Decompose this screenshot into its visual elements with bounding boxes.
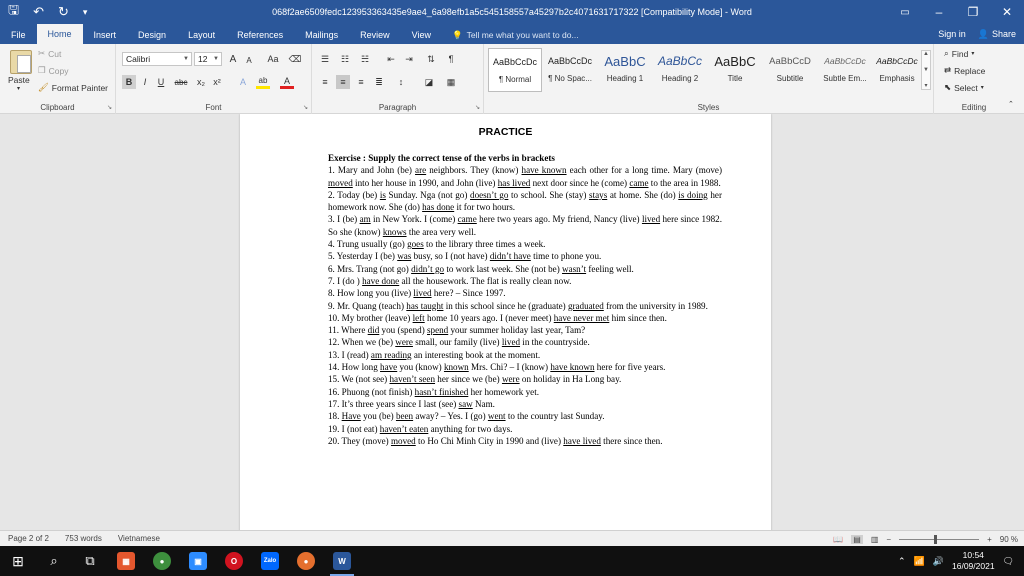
answer-text: knows [382,226,407,237]
question-text: here for five years. [594,362,666,373]
paragraph-group [312,44,484,114]
dialog-launcher-icon[interactable]: ↘ [106,105,112,111]
question-text: there since then. [600,435,663,446]
exercise-heading: Exercise : Supply the correct tense of the verbs in brackets [328,153,555,163]
question-text: her homework now. She (do) [328,189,722,213]
exercise-item [328,164,722,189]
tab-home[interactable]: Home [37,24,83,44]
print-layout-icon[interactable]: ▤ [853,534,861,544]
document-body[interactable] [328,152,722,447]
find-label: Find [951,48,969,59]
answer-text: have never met [553,312,610,323]
answer-text: lived [501,337,521,348]
align-left-icon[interactable]: ≡ [322,77,328,87]
question-text: 16. Phuong (not finish) [328,386,415,397]
bullets-icon[interactable]: ☰ [320,53,330,64]
answer-text: has lived [497,177,531,188]
zoom-in-icon[interactable]: + [987,534,992,544]
question-text: an interesting book at the moment. [411,349,541,360]
ribbon-display-icon[interactable]: ▭ [900,6,910,18]
highlight-icon[interactable]: ab [256,75,270,89]
style-heading-1[interactable] [598,48,652,92]
answer-text: has taught [406,300,444,311]
share-label: Share [991,29,1016,39]
subscript-button[interactable]: x₂ [197,77,205,87]
pilcrow-icon[interactable]: ¶ [448,54,454,64]
tab-mailings[interactable]: Mailings [305,30,339,40]
shrink-font-button[interactable]: A [246,55,252,65]
exercise-item [328,250,722,262]
format-painter-button[interactable] [38,82,108,93]
question-text: 20. They (move) [328,435,391,446]
question-text: 1. Mary and John (be) [328,165,416,176]
text-effects-icon[interactable]: A [239,77,246,87]
font-name-box[interactable] [122,52,192,66]
answer-text: hasn’t finished [414,386,469,397]
question-text: small, our family (live) [412,337,502,348]
document-title: PRACTICE [478,126,533,138]
cursor-icon: ⬉ [944,82,952,92]
question-text: the area very well. [406,226,476,237]
word-count[interactable]: 753 words [64,534,102,543]
question-text: 3. I (be) [328,214,360,225]
question-text: each other for a long time. Mary (move) [566,165,722,176]
clock[interactable] [952,550,995,572]
style-preview: AaBbC [714,53,756,69]
answer-text: is doing [678,189,708,200]
question-text: her homework yet. [468,386,540,397]
tab-review[interactable]: Review [360,30,390,40]
answer-text: am [359,214,371,225]
search-icon[interactable]: ⌕ [50,553,58,568]
exercise-item [328,423,722,435]
more-styles-icon[interactable]: ▾ [924,83,928,89]
share-button[interactable] [978,29,1016,40]
clear-formatting-icon[interactable]: ⌫ [288,53,302,64]
question-text: next door since he (come) [530,177,630,188]
style-no-spacing[interactable] [543,48,597,92]
answer-text: wasn’t [562,263,587,274]
answer-text: known [443,362,469,373]
question-text: to work last week. She (not be) [444,263,563,274]
document-page[interactable] [240,114,771,530]
question-text: here two years ago. My friend, Nancy (live) [476,214,642,225]
answer-text: came [457,214,477,225]
italic-button[interactable]: I [143,77,147,87]
notification-icon[interactable]: 🗨 [1002,555,1014,566]
question-text: you (spend) [379,325,428,336]
line-spacing-icon[interactable]: ↕ [398,77,404,87]
question-text: you (know) [397,362,444,373]
answer-text: doesn’t go [470,189,509,200]
font-group [116,44,312,114]
search-icon: ⌕ [944,48,949,58]
web-layout-icon[interactable]: ▥ [870,534,879,544]
save-icon[interactable]: 🖫 [8,2,20,17]
chevron-down-icon: ▾ [17,86,21,92]
exercise-item [328,238,722,250]
editing-group-label: Editing [961,103,987,112]
superscript-button[interactable]: x² [213,77,221,87]
answer-text: moved [390,435,416,446]
answer-text: haven’t eaten [379,423,429,434]
minimize-button[interactable]: – [935,5,943,19]
exercise-item [328,398,722,410]
zoom-out-icon[interactable]: − [886,534,892,544]
exercise-item [328,189,722,214]
question-text: into her house in 1990, and John (live) [352,177,498,188]
paragraph-group-label: Paragraph [378,103,417,112]
styles-group [484,44,934,114]
style-preview: AaBbCcDc [547,56,592,66]
style-preview: AaBbCcDc [492,57,537,67]
answer-text: did [367,325,380,336]
answer-text: lived [641,214,661,225]
exercise-item [328,275,722,287]
paste-icon [10,50,32,74]
question-text: on holiday in Ha Long bay. [519,374,622,385]
increase-indent-icon[interactable]: ⇥ [405,53,413,64]
question-text: 19. I (not eat) [328,423,380,434]
chevron-down-icon: ▾ [971,51,975,57]
tab-file[interactable]: File [11,30,26,40]
collapse-ribbon-icon[interactable]: ⌃ [1008,101,1014,108]
align-right-icon[interactable]: ≡ [358,77,364,87]
answer-text: went [487,411,506,422]
replace-icon: ⇄ [944,65,952,75]
multilevel-list-icon[interactable]: ☵ [360,53,370,64]
style-name: Heading 1 [606,74,644,83]
chevron-down-icon: ▼ [183,56,189,62]
decrease-indent-icon[interactable]: ⇤ [387,53,395,64]
chrome-icon[interactable]: ● [144,546,180,576]
copy-button[interactable] [38,65,68,76]
paintbrush-icon: 🖌 [38,82,49,92]
style-heading-2[interactable] [653,48,707,92]
dialog-launcher-icon[interactable]: ↘ [474,105,480,111]
answer-text: came [629,177,649,188]
tab-view[interactable]: View [411,30,432,40]
chevron-down-icon[interactable]: ▼ [923,66,929,73]
answer-text: haven’t seen [389,374,436,385]
style-name: Title [727,74,743,83]
answer-text: have lived [563,435,601,446]
answer-text: has done [422,202,455,213]
style-preview: AaBbCc [657,54,703,68]
window-title: 068f2ae6509fedc123953363435e9ae4_6a98efb1a5c545158557a45297b2c4071631717322 [Compatibility Mode] - Word [272,7,752,17]
exercise-item [328,213,722,238]
answer-text: have [380,362,398,373]
answer-text: moved [328,177,353,188]
replace-label: Replace [954,65,986,76]
exercise-item [328,373,722,385]
style-name: Emphasis [879,74,915,83]
question-text: 8. How long you (live) [328,288,414,299]
underline-button[interactable]: U [157,77,165,87]
answer-text: been [395,411,414,422]
answer-text: spend [427,325,449,336]
question-text: 15. We (not see) [328,374,390,385]
style-preview: AaBbCcDc [824,56,866,66]
close-button[interactable]: ✕ [1001,5,1013,19]
tab-design[interactable]: Design [138,30,167,40]
scissors-icon: ✂ [38,48,46,58]
replace-button[interactable] [944,65,985,76]
grow-font-button[interactable]: A [229,53,237,65]
question-text: 13. I (read) [328,349,371,360]
bold-button[interactable]: B [122,75,136,89]
style-subtle-emphasis[interactable] [818,48,872,92]
question-text: 2. Today (be) [328,189,380,200]
chevron-down-icon: ▾ [980,85,984,91]
answer-text: saw [458,398,473,409]
question-text: in the countryside. [520,337,590,348]
question-text: to school. She (stay) [508,189,590,200]
exercise-item [328,435,722,447]
style-title[interactable] [708,48,762,92]
question-text: feeling well. [586,263,634,274]
question-text: in this school since he (graduate) [443,300,568,311]
exercise-item [328,300,722,312]
copy-label: Copy [48,65,69,76]
question-text: Sunday. Nga (not go) [385,189,471,200]
style-name: Subtitle [776,74,804,83]
question-text: 11. Where [328,325,368,336]
question-text: Mrs. Chi? – I (know) [468,362,551,373]
tell-me-text: Tell me what you want to do... [466,30,579,40]
store-icon[interactable]: ▦ [108,546,144,576]
answer-text: are [415,165,427,176]
question-text: 9. Mr. Quang (teach) [328,300,407,311]
question-text: here since 1982. So she (know) [328,214,722,237]
align-center-icon[interactable]: ≡ [336,75,350,89]
chevron-down-icon: ▼ [213,56,219,62]
exercise-item [328,361,722,373]
style-preview: AaBbCcDc [876,56,918,66]
exercise-item [328,336,722,348]
answer-text: have done [362,275,400,286]
question-text: anything for two days. [428,423,513,434]
cut-button[interactable] [38,48,61,59]
question-text: it for two hours. [454,202,516,213]
sign-in-link[interactable]: Sign in [938,29,966,39]
paste-label: Paste [8,75,30,85]
clipboard-group [0,44,116,114]
zoom-slider-thumb[interactable] [934,535,937,544]
question-text: busy, so I (not have) [411,251,490,262]
question-text: from the university in 1989. [603,300,708,311]
question-text: him since then. [609,312,667,323]
ribbon-tabs [0,24,1024,44]
customize-icon[interactable]: ▾ [82,6,88,17]
styles-scroll[interactable] [921,50,931,90]
editing-group [934,44,1014,114]
answer-text: were [501,374,520,385]
select-button[interactable] [944,82,984,93]
answer-text: am reading [370,349,412,360]
answer-text: left [412,312,425,323]
question-text: 12. When we (be) [328,337,396,348]
page-count[interactable]: Page 2 of 2 [8,534,49,543]
question-text: all the housework. The flat is really clean now. [399,275,572,286]
question-text: to the country last Sunday. [505,411,605,422]
question-text: in New York. I (come) [370,214,458,225]
answer-text: didn’t have [489,251,531,262]
windows-start-icon[interactable]: ⊞ [12,552,24,569]
font-size-value: 12 [198,54,208,64]
styles-group-label: Styles [697,103,720,112]
font-size-box[interactable] [194,52,222,66]
opera-icon[interactable]: O [216,546,252,576]
exercise-item [328,312,722,324]
time: 10:54 [962,550,984,560]
question-text: 17. It’s three years since I last (see) [328,398,459,409]
answer-text: have known [521,165,567,176]
shading-icon[interactable]: ◪ [424,76,434,87]
question-text: here? – Since 1997. [431,288,506,299]
network-icon[interactable]: 📶 [913,555,925,566]
question-text: at home. She (do) [607,189,679,200]
question-text: home 10 years ago. I (never meet) [424,312,554,323]
style-emphasis[interactable] [870,48,924,92]
question-text: 7. I (do ) [328,275,363,286]
zoom-level[interactable]: 90 % [999,534,1018,544]
style-name: ¶ Normal [498,75,532,84]
tab-insert[interactable]: Insert [93,30,117,40]
question-text: 4. Trung usually (go) [328,239,408,250]
question-text: 18. [328,411,342,422]
sort-icon[interactable]: ⇅ [427,53,435,64]
exercise-item [328,263,722,275]
dialog-launcher-icon[interactable]: ↘ [302,105,308,111]
answer-text: goes [407,239,424,250]
exercise-item [328,386,722,398]
cut-label: Cut [48,48,62,59]
style-name: Heading 2 [661,74,699,83]
borders-icon[interactable]: ▦ [446,76,456,87]
strikethrough-button[interactable]: abc [174,77,188,87]
style-name: Subtle Em... [823,74,867,83]
style-name: ¶ No Spac... [548,74,592,83]
read-mode-icon[interactable]: 📖 [833,534,844,544]
justify-icon[interactable]: ≣ [375,76,383,87]
style-preview: AaBbC [604,53,646,69]
answer-text: graduated [567,300,604,311]
lightbulb-icon: 💡 [452,29,463,40]
tab-references[interactable]: References [237,30,284,40]
meet-icon[interactable]: ▣ [180,546,216,576]
style-normal[interactable] [488,48,542,92]
zalo-icon[interactable]: Zalo [252,546,288,576]
change-case-button[interactable]: Aa [267,54,279,64]
question-text: you (be) [360,411,396,422]
exercise-item [328,287,722,299]
question-text: 6. Mrs. Trang (not go) [328,263,412,274]
question-text: away? – Yes. I (go) [413,411,488,422]
question-text: to the area in 1988. [648,177,721,188]
font-color-button[interactable]: A [280,75,294,89]
zoom-slider[interactable] [899,539,979,540]
question-text: her since we (be) [435,374,502,385]
tab-layout[interactable]: Layout [188,30,216,40]
status-bar [0,530,1024,546]
question-text: 5. Yesterday I (be) [328,251,398,262]
person-icon: 👤 [977,28,989,39]
date: 16/09/2021 [952,561,995,571]
taskbar [0,546,1024,576]
system-tray [898,546,1024,576]
font-name-value: Calibri [126,54,151,64]
tell-me-box[interactable] [442,26,579,44]
answer-text: didn’t go [411,263,445,274]
answer-text: stays [589,189,608,200]
answer-text: Have [341,411,361,422]
redo-icon[interactable]: ↻ [57,4,69,19]
numbering-icon[interactable]: ☷ [340,53,350,64]
question-text: your summer holiday last year, Tam? [448,325,586,336]
exercise-item [328,324,722,336]
copy-icon: ❐ [38,65,46,75]
answer-text: lived [413,288,432,299]
quick-access-toolbar [0,1,87,23]
restore-button[interactable]: ❐ [967,5,979,19]
title-bar [0,0,1024,24]
clipboard-group-label: Clipboard [40,103,75,112]
volume-icon[interactable]: 🔊 [932,555,945,566]
chevron-up-icon[interactable]: ⌃ [898,555,906,566]
answer-text: is [379,189,386,200]
question-text: 10. My brother (leave) [328,312,413,323]
task-view-icon[interactable]: ⧉ [85,553,95,568]
question-text: 14. How long [328,362,381,373]
find-button[interactable] [944,48,974,59]
answer-text: have known [550,362,595,373]
answer-text: was [397,251,412,262]
chrome-icon[interactable]: ● [288,546,324,576]
select-label: Select [954,82,978,93]
question-text: Nam. [472,398,495,409]
word-taskbar-icon[interactable]: W [324,546,360,576]
question-text: to the library three times a week. [423,239,546,250]
exercise-item [328,349,722,361]
ribbon [0,44,1024,114]
undo-icon[interactable]: ↶ [33,4,44,19]
document-area[interactable] [0,114,1024,530]
format-painter-label: Format Painter [51,82,109,93]
exercise-item [328,410,722,422]
question-text: neighbors. They (know) [426,165,522,176]
style-preview: AaBbCcD [769,55,811,67]
answer-text: were [395,337,413,348]
style-subtitle[interactable] [763,48,817,92]
chevron-up-icon[interactable]: ▲ [923,51,929,57]
question-text: to Ho Chi Minh City in 1990 and (live) [415,435,564,446]
font-group-label: Font [205,103,222,112]
language[interactable]: Vietnamese [117,534,160,543]
question-text: time to phone you. [530,251,602,262]
